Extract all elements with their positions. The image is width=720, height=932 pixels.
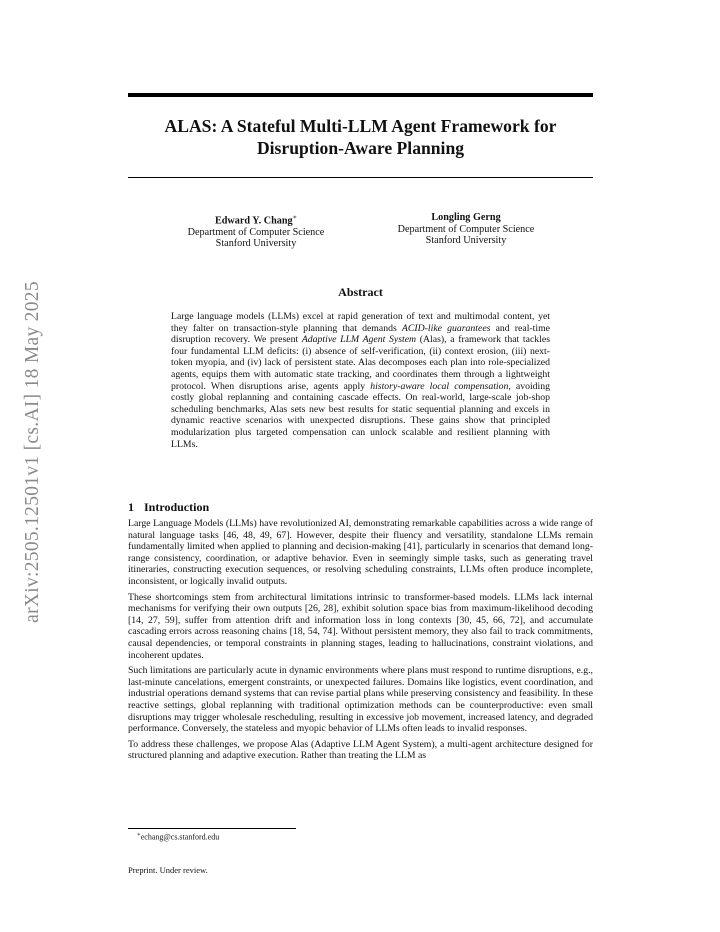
author-block xyxy=(366,212,566,247)
emphasis: Adaptive LLM Agent System xyxy=(301,334,417,346)
section-body xyxy=(128,518,593,766)
title-bottom-rule xyxy=(128,177,593,178)
title-line: ALAS: A Stateful Multi-LLM Agent Framework for xyxy=(164,116,557,136)
title-line: Disruption-Aware Planning xyxy=(256,137,465,158)
author-department: Department of Computer Science xyxy=(187,226,325,238)
preprint-notice: Preprint. Under review. xyxy=(128,865,208,875)
arxiv-stamp xyxy=(18,262,48,642)
author-university: Stanford University xyxy=(215,238,297,250)
paragraph: Large Language Models (LLMs) have revolutionized AI, demonstrating remarkable capabilities across a wide range of natural language tasks [46, 48, 49, 67]. However, despite their fluency and versatility, standalone LLMs remain fundamentally limited when applied to planning and decision-making [41], particularly in scenarios that demand long-range consistency, coordination, or adaptive behavior. Even in seemingly simple tasks, such as generating travel itineraries, constructing execution sequences, or resolving scheduling constraints, LLMs often produce incomplete, inconsistent, or logically invalid outputs. xyxy=(128,518,593,587)
footnote-mark: ∗ xyxy=(292,214,298,221)
title-top-rule xyxy=(128,93,593,97)
arxiv-identifier: arXiv:2505.12501v1 [cs.AI] 18 May 2025 xyxy=(22,281,43,623)
footnote xyxy=(137,832,219,842)
author-name: Edward Y. Chang∗ xyxy=(214,214,298,227)
author-block xyxy=(156,212,356,250)
paragraph: These shortcomings stem from architectural limitations intrinsic to transformer-based models. LLMs lack internal mechanisms for verifying their own outputs [26, 28], exhibit solution space bias from maximum-likelihood decoding [14, 27, 59], suffer from attention drift and information loss in long contexts [30, 45, 66, 72], and accumulate cascading errors across reasoning chains [18, 54, 74]. Without persistent memory, they also fail to track commitments, causal dependencies, or temporal constraints in planning stages, leading to hallucinations, constraint violations, and incoherent updates. xyxy=(128,591,593,661)
section-title: Introduction xyxy=(144,500,210,514)
paper-title xyxy=(128,116,593,159)
paragraph: To address these challenges, we propose Alas (Adaptive LLM Agent System), a multi-agent architecture designed for structured planning and adaptive execution. Rather than treating the LLM as xyxy=(128,738,593,762)
footnote-mark: ∗ xyxy=(137,832,141,838)
abstract-heading: Abstract xyxy=(338,285,383,299)
author-department: Department of Computer Science xyxy=(397,223,535,235)
author-name: Longling Gerng xyxy=(431,212,501,223)
author-university: Stanford University xyxy=(425,235,507,246)
section-number: 1 xyxy=(128,500,134,514)
paragraph: Such limitations are particularly acute in dynamic environments where plans must respond to runtime disruptions, e.g., last-minute cancelations, emergent constraints, or unexpected failures. Domains like logistics, event coordination, and industrial operations demand systems that can revise partial plans while preserving consistency and feasibility. In these reactive settings, global replanning with traditional optimization methods can be counterproductive: even small disruptions may trigger wholesale rescheduling, resulting in excessive job movement, increased latency, and degraded performance. Conversely, the stateless and myopic behavior of LLMs often leads to invalid responses. xyxy=(128,665,593,735)
emphasis: history-aware local compensation xyxy=(370,380,509,392)
footnote-rule xyxy=(128,828,296,829)
emphasis: ACID-like guarantees xyxy=(401,322,491,334)
section-heading xyxy=(128,500,593,515)
footnote-email: echang@cs.stanford.edu xyxy=(140,832,220,842)
abstract-body: Large language models (LLMs) excel at rapid generation of text and multimodal content, yet they falter on transaction-style planning that demands ACID-like guarantees and real-time disruption recovery. We present Adaptive LLM Agent System (Alas), a framework that tackles four fundamental LLM deficits: (i) absence of self-verification, (ii) context erosion, (iii) next-token myopia, and (iv) lack of persistent state. Alas decomposes each plan into role-specialized agents, equips them with automatic state tracking, and coordinates them through a lightweight protocol. When disruptions arise, agents apply history-aware local compensation, avoiding costly global replanning and containing cascade effects. On real-world, large-scale job-shop scheduling benchmarks, Alas sets new best results for static sequential planning and excels in dynamic reactive scenarios with unexpected disruptions. These gains show that principled modularization plus targeted compensation can unlock scalable and resilient planning with LLMs. xyxy=(171,311,550,450)
